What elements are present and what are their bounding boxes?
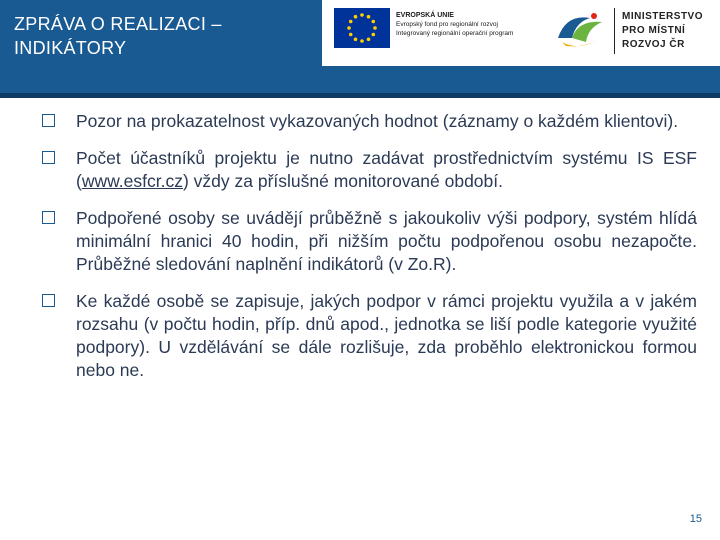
bullet-text-after: ) vždy za příslušné monitorované období. <box>182 171 504 191</box>
page-number: 15 <box>689 513 702 525</box>
eu-line-2: Evropský fond pro regionální rozvoj <box>396 21 498 28</box>
bullet-list <box>42 110 697 396</box>
mmr-logo-icon <box>552 8 608 54</box>
checkbox-bullet-icon <box>42 211 55 224</box>
bullet-text <box>76 147 697 193</box>
page-title <box>14 12 222 60</box>
mmr-logo-text <box>622 10 703 52</box>
eu-line-3: Integrovaný regionální operační program <box>396 30 514 37</box>
list-item <box>42 110 697 133</box>
eu-logo-text <box>396 11 513 38</box>
bullet-text: Podpořené osoby se uvádějí průběžně s jakoukoliv výši podpory, systém hlídá minimální hranici 40 hodin, při nižším počtu podpořenou osobu nezapočte. Průběžné sledování naplnění indikátorů (v Zo.R). <box>76 208 697 274</box>
checkbox-bullet-icon <box>42 294 55 307</box>
bullet-text: Ke každé osobě se zapisuje, jakých podpor v rámci projektu využila a v jakém rozsahu (v počtu hodin, příp. dnů apod., jednotka se liší podle kategorie využité podpory). U vzdělávání se dále rozlišuje, zda proběhlo elektronickou formou nebo ne. <box>76 291 697 380</box>
bullet-text: Pozor na prokazatelnost vykazovaných hodnot (záznamy o každém klientovi). <box>76 111 679 131</box>
bullet-text-before: Počet účastníků projektu je nutno zadávat prostřednictvím systému IS ESF ( <box>76 148 697 191</box>
eu-flag-icon <box>334 8 390 48</box>
esf-link[interactable]: www.esfcr.cz <box>81 171 183 191</box>
title-line-1: ZPRÁVA O REALIZACI – <box>14 14 222 34</box>
header-bar <box>0 0 720 93</box>
list-item <box>42 207 697 276</box>
mmr-line-1: MINISTERSTVO <box>622 11 704 22</box>
eu-line-1: EVROPSKÁ UNIE <box>396 12 454 19</box>
list-item <box>42 290 697 382</box>
header-divider <box>0 93 720 98</box>
logo-panel <box>322 0 720 66</box>
checkbox-bullet-icon <box>42 114 55 127</box>
mmr-line-3: ROZVOJ ČR <box>622 39 685 50</box>
mmr-line-2: PRO MÍSTNÍ <box>622 25 686 36</box>
list-item <box>42 147 697 193</box>
logo-separator <box>614 8 615 54</box>
checkbox-bullet-icon <box>42 151 55 164</box>
title-line-2: INDIKÁTORY <box>14 38 127 58</box>
